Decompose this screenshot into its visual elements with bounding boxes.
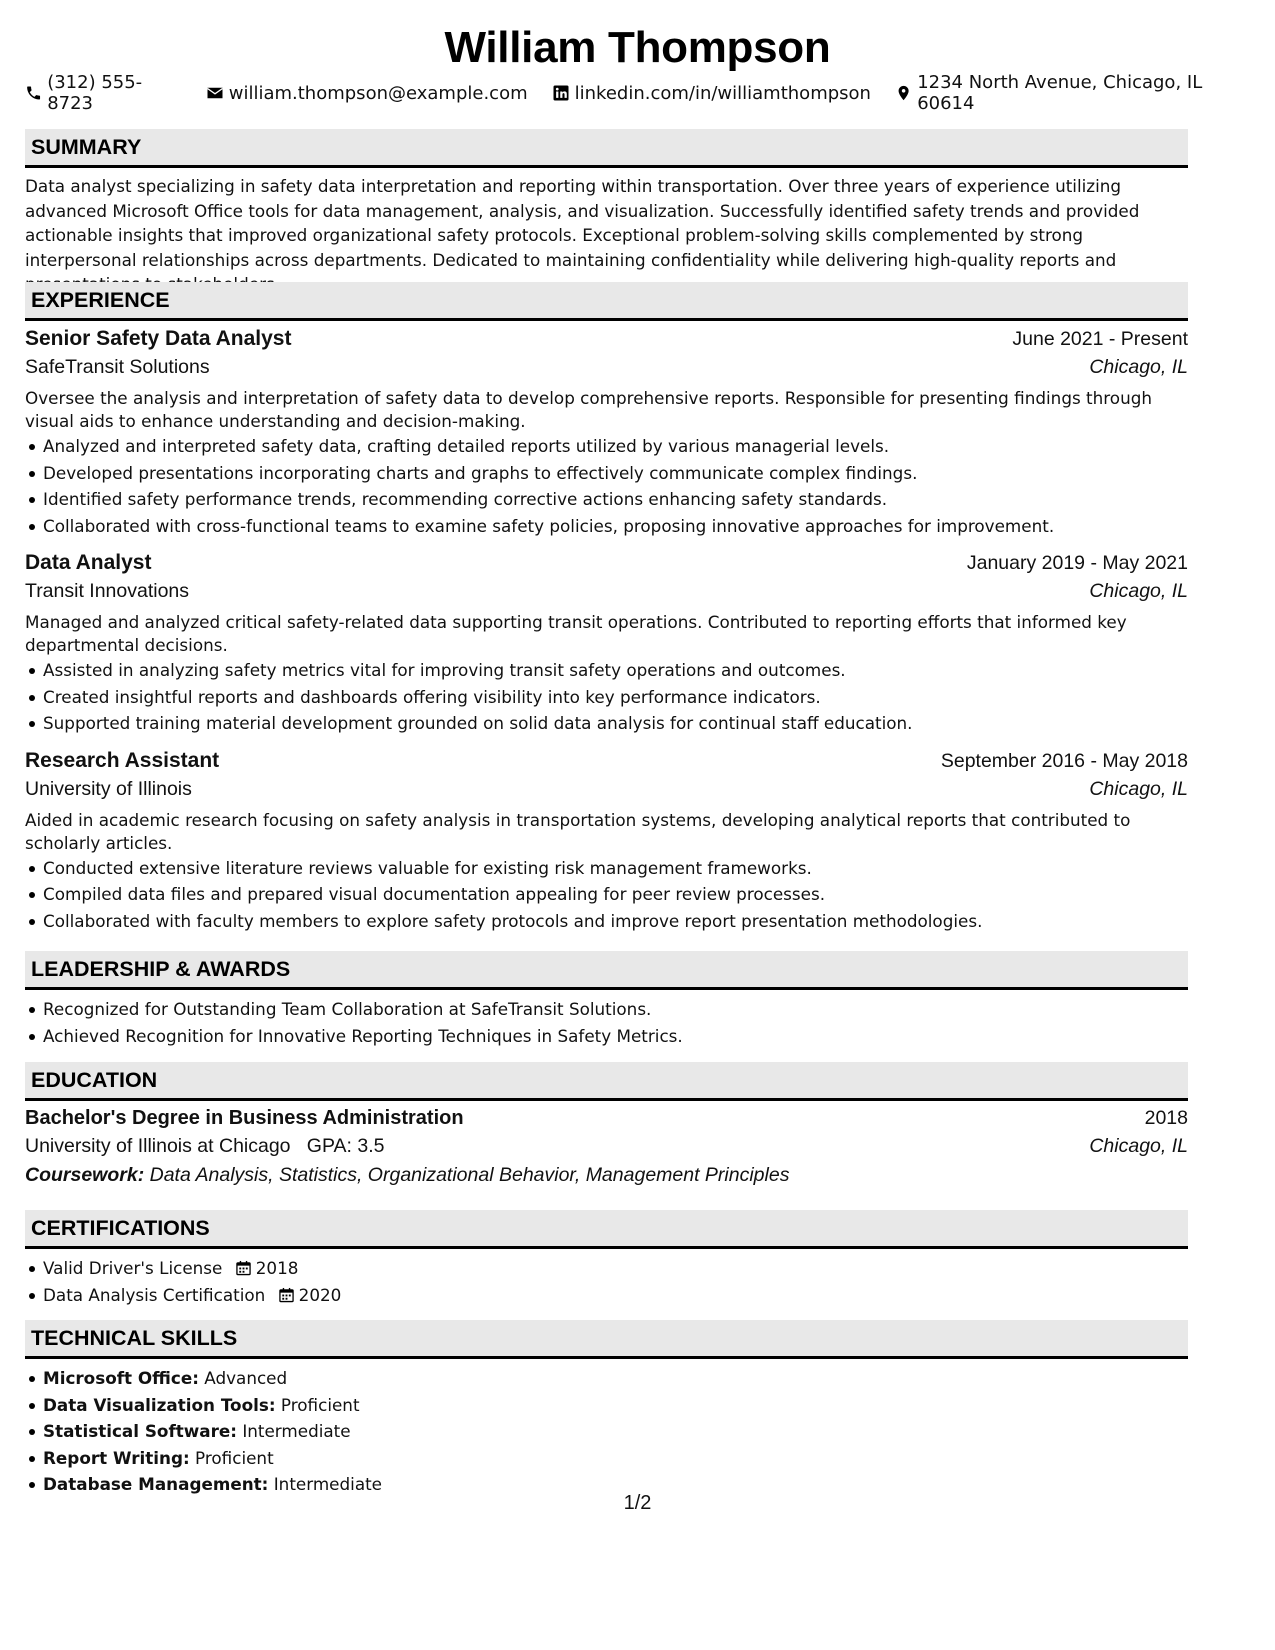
summary-section xyxy=(25,129,1188,297)
certifications-list xyxy=(25,1255,1188,1308)
map-pin-icon xyxy=(895,84,912,102)
job-dates: January 2019 - May 2021 xyxy=(966,552,1188,574)
job-location: Chicago, IL xyxy=(1089,356,1188,378)
section-heading-skills: TECHNICAL SKILLS xyxy=(25,1320,1188,1359)
job-title-row xyxy=(25,327,1188,351)
job-location: Chicago, IL xyxy=(1089,580,1188,602)
job-description: Managed and analyzed critical safety-related data supporting transit operations. Contributed to reporting efforts that informed key departmental decisions. xyxy=(25,612,1127,655)
section-heading-summary: SUMMARY xyxy=(25,129,1188,168)
contact-address xyxy=(895,72,1250,114)
section-heading-certifications: CERTIFICATIONS xyxy=(25,1210,1188,1249)
envelope-icon xyxy=(206,84,224,102)
school-info xyxy=(25,1135,384,1158)
job-company: SafeTransit Solutions xyxy=(25,356,210,378)
gpa: GPA: 3.5 xyxy=(306,1135,385,1157)
section-heading-leadership: LEADERSHIP & AWARDS xyxy=(25,951,1188,990)
list-item xyxy=(25,1282,1188,1309)
job-title-row xyxy=(25,749,1188,773)
linkedin-icon xyxy=(552,84,570,102)
job-title: Research Assistant xyxy=(25,748,220,772)
contact-phone xyxy=(25,72,182,114)
list-item: Assisted in analyzing safety metrics vital for improving transit safety operations and outcomes. xyxy=(25,657,1188,684)
school-name: University of Illinois at Chicago xyxy=(25,1135,291,1157)
list-item xyxy=(25,1365,1188,1392)
skill-label: Data Visualization Tools: xyxy=(43,1394,276,1415)
job-entry xyxy=(25,749,1188,935)
job-sub-row xyxy=(25,356,1188,379)
job-company: University of Illinois xyxy=(25,777,192,800)
email-text[interactable]: william.thompson@example.com xyxy=(228,82,528,104)
job-title-row xyxy=(25,551,1188,575)
linkedin-text[interactable]: linkedin.com/in/williamthompson xyxy=(574,82,871,104)
certifications-section xyxy=(25,1210,1188,1308)
job-company: Transit Innovations xyxy=(25,580,190,602)
certification-name: Data Analysis Certification xyxy=(43,1284,266,1305)
list-item: Collaborated with faculty members to explore safety protocols and improve report presentation methodologies. xyxy=(25,908,1188,935)
list-item: Identified safety performance trends, recommending corrective actions enhancing safety standards. xyxy=(25,486,1188,513)
experience-section xyxy=(25,282,1188,934)
skill-label: Report Writing: xyxy=(43,1447,190,1468)
coursework xyxy=(25,1164,1188,1187)
coursework-text: Data Analysis, Statistics, Organizational Behavior, Management Principles xyxy=(149,1164,790,1186)
degree-title: Bachelor's Degree in Business Administration xyxy=(25,1107,464,1129)
phone-icon xyxy=(25,84,42,102)
list-item: Recognized for Outstanding Team Collaboration at SafeTransit Solutions. xyxy=(25,996,1188,1023)
contact-linkedin[interactable] xyxy=(552,83,871,104)
certification-year: 2018 xyxy=(255,1258,299,1278)
degree-row xyxy=(25,1107,1188,1130)
skill-label: Microsoft Office: xyxy=(43,1368,199,1388)
list-item xyxy=(25,1418,1188,1445)
job-bullets xyxy=(25,855,1188,935)
calendar-icon xyxy=(279,1287,294,1303)
skill-level: Intermediate xyxy=(273,1474,383,1494)
job-bullets xyxy=(25,433,1188,539)
skill-level: Intermediate xyxy=(242,1421,351,1441)
skills-section xyxy=(25,1320,1188,1498)
job-dates: September 2016 - May 2018 xyxy=(940,749,1188,772)
contact-email[interactable] xyxy=(206,83,528,104)
list-item: Developed presentations incorporating charts and graphs to effectively communicate complex findings. xyxy=(25,460,1188,487)
skill-level: Advanced xyxy=(204,1368,288,1388)
phone-text: (312) 555-8723 xyxy=(47,72,143,114)
job-sub-row xyxy=(25,778,1188,801)
job-description: Aided in academic research focusing on safety analysis in transportation systems, developing analytical reports that contributed to scholarly articles. xyxy=(25,809,1131,853)
address-text: 1234 North Avenue, Chicago, IL 60614 xyxy=(917,72,1203,114)
skills-list xyxy=(25,1365,1188,1498)
list-item: Compiled data files and prepared visual documentation appealing for peer review processes. xyxy=(25,881,1188,908)
skill-level: Proficient xyxy=(280,1394,360,1415)
job-title: Senior Safety Data Analyst xyxy=(25,327,292,350)
list-item xyxy=(25,1392,1188,1419)
leadership-section xyxy=(25,951,1188,1049)
education-section xyxy=(25,1062,1188,1187)
resume-page xyxy=(25,0,1250,1494)
job-description: Oversee the analysis and interpretation of safety data to develop comprehensive reports. Responsible for presenting findings through visual aids to enhance understanding and decision-making. xyxy=(25,388,1152,431)
school-row xyxy=(25,1135,1188,1158)
list-item: Created insightful reports and dashboards offering visibility into key performance indicators. xyxy=(25,684,1188,711)
graduation-year: 2018 xyxy=(1144,1107,1188,1129)
skill-label: Statistical Software: xyxy=(43,1421,237,1441)
job-sub-row xyxy=(25,580,1188,603)
section-heading-education: EDUCATION xyxy=(25,1062,1188,1101)
calendar-icon xyxy=(236,1260,251,1276)
job-entry xyxy=(25,551,1188,737)
summary-text: Data analyst specializing in safety data interpretation and reporting within transportation. Over three years of experience utilizing advanced Microsoft Office tools for data management, analysis, and visualization. Successfully identified safety trends and provided actionable insights that improved organizational safety protocols. Exceptional problem-solving skills complemented by strong interpersonal relationships across departments. Dedicated to maintaining confidentiality while delivering high-quality reports and xyxy=(25,176,1140,270)
job-location: Chicago, IL xyxy=(1089,777,1188,800)
skill-label: Database Management: xyxy=(43,1474,269,1494)
leadership-list xyxy=(25,996,1188,1049)
list-item xyxy=(25,1445,1188,1472)
list-item: Analyzed and interpreted safety data, crafting detailed reports utilized by various managerial levels. xyxy=(25,433,1188,460)
job-title: Data Analyst xyxy=(25,551,152,574)
candidate-name: William Thompson xyxy=(444,23,831,72)
list-item: Supported training material development grounded on solid data analysis for continual staff education. xyxy=(25,710,1188,737)
contact-bar xyxy=(25,72,1250,114)
school-location: Chicago, IL xyxy=(1089,1135,1188,1157)
job-entry xyxy=(25,327,1188,539)
page-number: 1/2 xyxy=(623,1492,652,1514)
certification-year: 2020 xyxy=(298,1284,342,1305)
certification-name: Valid Driver's License xyxy=(43,1258,223,1278)
coursework-label: Coursework: xyxy=(25,1164,145,1186)
job-dates: June 2021 - Present xyxy=(1012,328,1188,350)
section-heading-experience: EXPERIENCE xyxy=(25,282,1188,321)
list-item: Achieved Recognition for Innovative Reporting Techniques in Safety Metrics. xyxy=(25,1023,1188,1050)
job-bullets xyxy=(25,657,1188,737)
list-item: Conducted extensive literature reviews valuable for existing risk management frameworks. xyxy=(25,855,1188,882)
skill-level: Proficient xyxy=(195,1447,274,1468)
list-item: Collaborated with cross-functional teams to examine safety policies, proposing innovative approaches for improvement. xyxy=(25,513,1188,540)
list-item xyxy=(25,1255,1188,1282)
